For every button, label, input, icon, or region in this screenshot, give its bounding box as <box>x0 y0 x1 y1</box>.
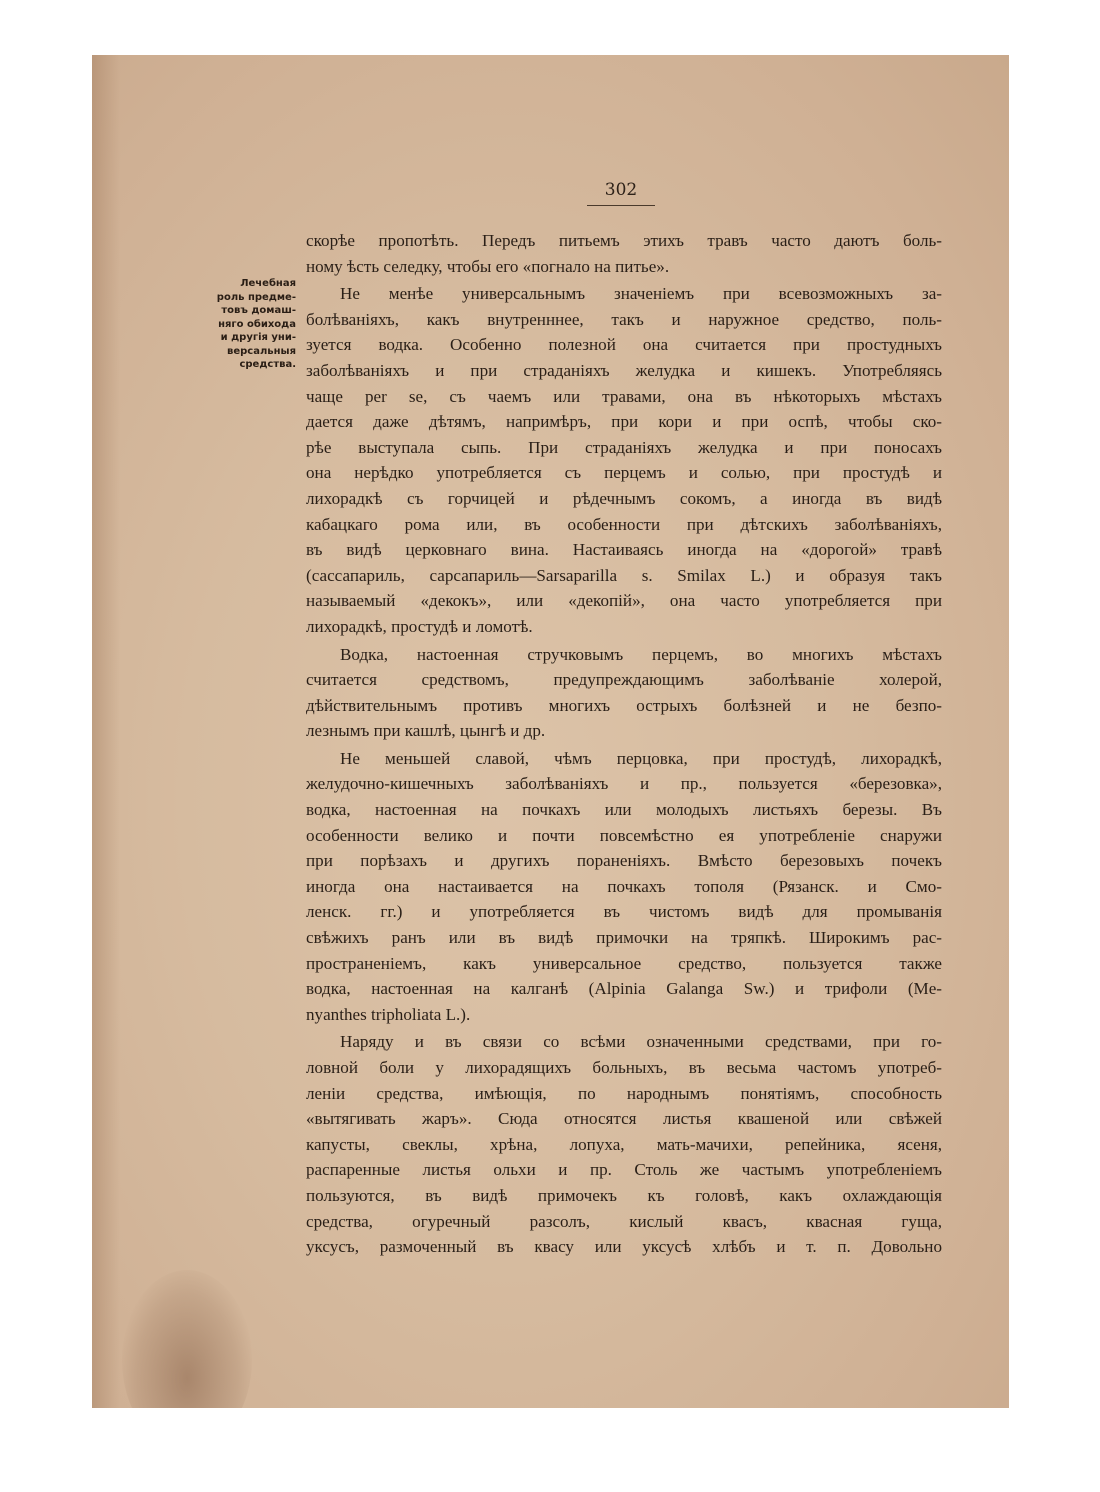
text-line: леніи средства, имѣющія, по народнымъ понятіямъ, способность <box>306 1083 942 1103</box>
text-line: пространеніемъ, какъ универсальное средство, пользуется также <box>306 953 942 973</box>
text-line: (сассапариль, сарсапариль—Sarsaparilla s. Smilax L.) и образуя такъ <box>306 565 942 585</box>
text-line: ному ѣсть селедку, чтобы его «погнало на питье». <box>306 256 670 276</box>
margin-note: Лечебная роль предме- товъ домаш- няго обихода и другія уни- версальныя средства. <box>216 278 296 370</box>
text-line: водка, настоенная на калганѣ (Alpinia Galanga Sw.) и трифоли (Me- <box>306 979 942 999</box>
text-line: скорѣе пропотѣть. Передъ питьемъ этихъ травъ часто даютъ боль- <box>306 231 942 250</box>
text-line: называемый «декокъ», или «декопій», она часто употребляется при <box>306 591 942 611</box>
text-line: Водка, настоенная стручковымъ перцемъ, во многихъ мѣстахъ <box>340 644 942 664</box>
text-line: рѣе выступала сыпь. При страданіяхъ желудка и при поносахъ <box>306 437 942 457</box>
text-line: зуется водка. Особенно полезной она считается при простудныхъ <box>306 335 942 355</box>
text-line: въ видѣ церковнаго вина. Настаиваясь иногда на «дорогой» травѣ <box>306 540 942 560</box>
text-line: лезнымъ при кашлѣ, цынгѣ и др. <box>306 721 546 741</box>
text-line: водка, настоенная на почкахъ или молодыхъ листьяхъ березы. Въ <box>306 800 942 820</box>
page-edge-shadow <box>92 55 120 1408</box>
thumb-shadow <box>122 1270 252 1408</box>
text-line: капусты, свеклы, хрѣна, лопуха, мать-мачихи, репейника, ясеня, <box>306 1134 942 1154</box>
text-line: «вытягивать жаръ». Сюда относятся листья квашеной или свѣжей <box>306 1109 942 1129</box>
text-line: средства, огуречный разсолъ, кислый квасъ, квасная гуща, <box>306 1211 942 1231</box>
text-line: чаще per se, съ чаемъ или травами, она въ нѣкоторыхъ мѣстахъ <box>306 386 942 406</box>
text-line: особенности велико и почти повсемѣстно ея употребленіе снаружи <box>306 825 942 845</box>
text-line: свѣжихъ ранъ или въ видѣ примочки на тряпкѣ. Широкимъ рас- <box>306 928 942 948</box>
text-line: ленск. гг.) и употребляется въ чистомъ видѣ для промыванія <box>306 902 942 922</box>
text-line: уксусъ, размоченный въ квасу или уксусѣ хлѣбъ и т. п. Довольно <box>306 1237 942 1257</box>
text-line: Наряду и въ связи со всѣми означенными средствами, при го- <box>340 1032 942 1052</box>
text-line: nyanthes tripholiata L.). <box>306 1004 471 1024</box>
text-line: иногда она настаивается на почкахъ тополя (Рязанск. и Смо- <box>306 876 942 896</box>
text-line: заболѣваніяхъ и при страданіяхъ желудка и кишекъ. Употребляясь <box>306 360 942 380</box>
text-line: лихорадкѣ съ горчицей и рѣдечнымъ сокомъ, а иногда въ видѣ <box>306 488 942 508</box>
text-line: желудочно-кишечныхъ заболѣваніяхъ и пр., пользуется «березовка», <box>306 774 942 794</box>
page-number: 302 <box>604 180 638 200</box>
text-line: дѣйствительнымъ противъ многихъ острыхъ болѣзней и не безпо- <box>306 695 942 715</box>
text-line: болѣваніяхъ, какъ внутренннее, такъ и наружное средство, поль- <box>306 309 942 329</box>
text-line: ловной боли у лихорадящихъ больныхъ, въ весьма частомъ употреб- <box>306 1058 942 1077</box>
text-line: лихорадкѣ, простудѣ и ломотѣ. <box>306 616 533 636</box>
text-line: считается средствомъ, предупреждающимъ заболѣваніе холерой, <box>306 670 942 690</box>
text-line: она нерѣдко употребляется съ перцемъ и солью, при простудѣ и <box>306 463 942 483</box>
text-line: распаренные листья ольхи и пр. Столь же частымъ употребленіемъ <box>306 1160 942 1180</box>
text-line: Не меньшей славой, чѣмъ перцовка, при простудѣ, лихорадкѣ, <box>340 748 942 768</box>
text-line: Не менѣе универсальнымъ значеніемъ при всевозможныхъ за- <box>340 284 942 304</box>
body-text <box>306 228 942 1260</box>
page-number-rule <box>587 205 655 206</box>
text-line: кабацкаго рома или, въ особенности при дѣтскихъ заболѣваніяхъ, <box>306 514 942 534</box>
text-line: дается даже дѣтямъ, напримѣръ, при кори и при оспѣ, чтобы ско- <box>306 412 942 432</box>
text-line: при порѣзахъ и другихъ пораненіяхъ. Вмѣсто березовыхъ почекъ <box>306 851 942 871</box>
text-line: пользуются, въ видѣ примочекъ къ головѣ, какъ охлаждающія <box>306 1185 942 1205</box>
